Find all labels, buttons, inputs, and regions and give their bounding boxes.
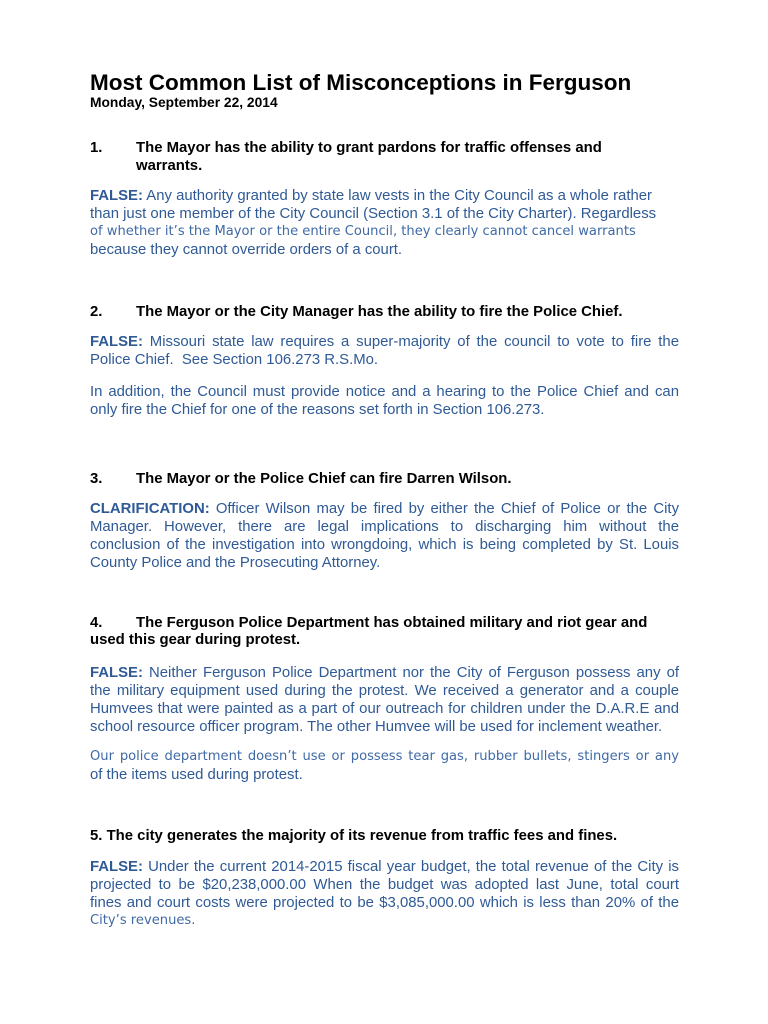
heading-line: The Mayor has the ability to grant pardons for traffic offenses and: [136, 140, 602, 156]
item-number: 1.: [90, 140, 103, 156]
paragraph-line: [90, 858, 679, 876]
paragraph-line: fines and court costs were projected to be $3,085,000.00 which is less than 20% of the: [90, 895, 679, 911]
heading-text: The Ferguson Police Department has obtained military and riot gear and: [136, 615, 648, 631]
verdict-label: FALSE:: [90, 665, 143, 681]
item-heading: [90, 827, 679, 845]
answer-paragraph: [90, 748, 679, 784]
paragraph-line: Manager. However, there are legal implications to discharging him without the: [90, 519, 679, 535]
heading-text: The city generates the majority of its revenue from traffic fees and fines.: [106, 828, 618, 844]
paragraph-line: only fire the Chief for one of the reasons set forth in Section 106.273.: [90, 402, 545, 418]
verdict-label: FALSE:: [90, 188, 143, 204]
document-date: Monday, September 22, 2014: [90, 95, 278, 110]
answer-paragraph: [90, 858, 679, 930]
answer-paragraph: [90, 333, 679, 369]
paragraph-line: City’s revenues.: [90, 913, 196, 928]
paragraph-line: [90, 500, 679, 518]
paragraph-line: than just one member of the City Council (Section 3.1 of the City Charter). Regardless: [90, 206, 657, 222]
item-number: 3.: [90, 471, 103, 487]
answer-paragraph: [90, 383, 679, 419]
line-text: Officer Wilson may be fired by either the Chief of Police or the City: [215, 501, 680, 517]
paragraph-line: County Police and the Prosecuting Attorney.: [90, 555, 381, 571]
item-heading: [90, 470, 679, 488]
answer-paragraph: [90, 664, 679, 736]
paragraph-line: [90, 333, 679, 351]
document-title: Most Common List of Misconceptions in Ferguson: [90, 70, 632, 95]
line-text: Missouri state law requires a super-majority of the council to vote to fire the: [149, 334, 679, 350]
paragraph-line: [90, 187, 679, 205]
paragraph-line: the military equipment used during the protest. We received a generator and a couple: [90, 683, 679, 699]
line-text: Under the current 2014-2015 fiscal year budget, the total revenue of the City is: [148, 859, 680, 875]
heading-line: used this gear during protest.: [90, 632, 301, 648]
verdict-label: FALSE:: [90, 859, 143, 875]
paragraph-line: [90, 664, 679, 682]
answer-paragraph: [90, 500, 679, 572]
item-number: 5.: [90, 828, 103, 844]
answer-paragraph: [90, 187, 679, 259]
line-text: Any authority granted by state law vests in the City Council as a whole rather: [146, 188, 652, 204]
heading-line: The Mayor or the City Manager has the ability to fire the Police Chief.: [136, 304, 623, 320]
item-heading: [90, 615, 679, 649]
heading-line: [90, 615, 679, 632]
heading-line: The Mayor or the Police Chief can fire Darren Wilson.: [136, 471, 512, 487]
paragraph-line: because they cannot override orders of a court.: [90, 242, 403, 258]
paragraph-line: of whether it’s the Mayor or the entire Council, they clearly cannot cancel warrants: [90, 224, 636, 239]
paragraph-line: In addition, the Council must provide notice and a hearing to the Police Chief and can: [90, 384, 679, 400]
verdict-label: CLARIFICATION:: [90, 501, 210, 517]
paragraph-line: conclusion of the investigation into wrongdoing, which is being completed by St. Louis: [90, 537, 679, 553]
heading-line: [90, 827, 679, 845]
paragraph-line: Our police department doesn’t use or possess tear gas, rubber bullets, stingers or any: [90, 749, 679, 764]
item-number: 2.: [90, 304, 103, 320]
paragraph-line: Humvees that were painted as a part of our outreach for children under the D.A.R.E and: [90, 701, 679, 717]
paragraph-line: school resource officer program. The other Humvee will be used for inclement weather.: [90, 719, 663, 735]
paragraph-line: Police Chief. See Section 106.273 R.S.Mo.: [90, 352, 379, 368]
item-heading: [90, 303, 679, 321]
heading-line: warrants.: [136, 158, 203, 174]
paragraph-line: projected to be $20,238,000.00 When the budget was adopted last June, total court: [90, 877, 679, 893]
paragraph-line: of the items used during protest.: [90, 767, 303, 783]
line-text: Neither Ferguson Police Department nor the City of Ferguson possess any of: [149, 665, 679, 681]
verdict-label: FALSE:: [90, 334, 143, 350]
item-number: 4.: [90, 615, 103, 631]
item-heading: [90, 139, 679, 175]
